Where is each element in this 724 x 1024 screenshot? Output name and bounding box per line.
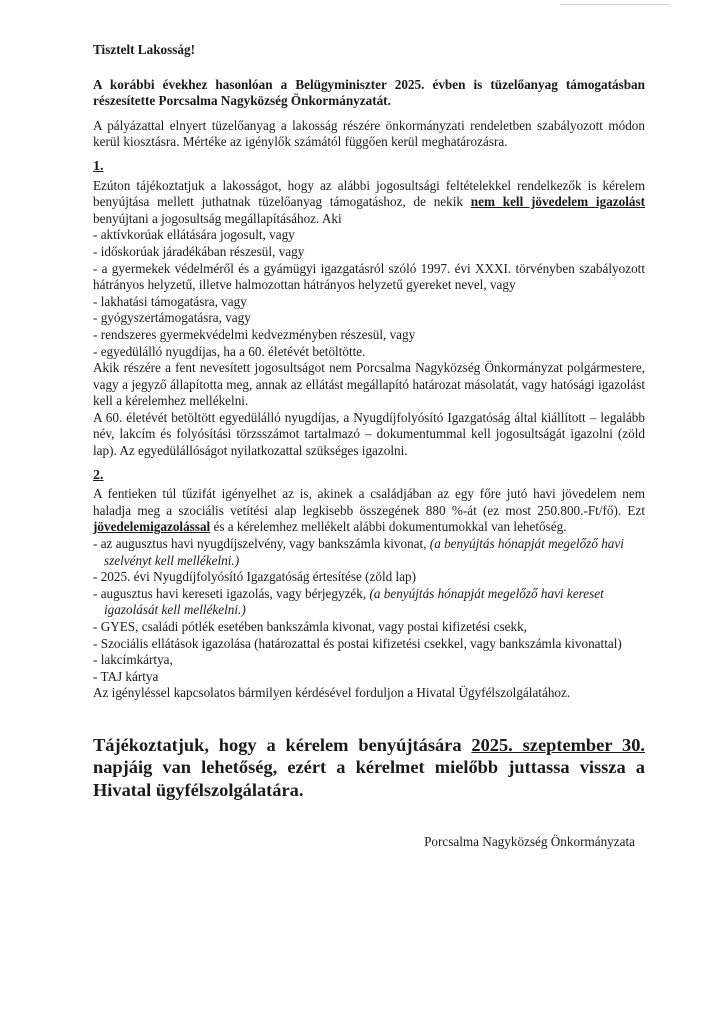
documents-list	[93, 536, 645, 685]
list-item	[93, 569, 645, 586]
list-item-text: - lakcímkártya,	[93, 652, 173, 668]
list-item: - aktívkorúak ellátására jogosult, vagy	[93, 227, 295, 243]
deadline-notice	[93, 734, 645, 802]
list-item-note: (a benyújtás hónapját megelőző havi kereset igazolását kell mellékelni.)	[104, 585, 604, 618]
greeting: Tisztelt Lakosság!	[93, 42, 195, 57]
list-item-text: - GYES, családi pótlék esetében bankszámla kivonat, vagy postai kifizetési csekk,	[93, 619, 527, 634]
deadline-date: 2025. szeptember 30.	[471, 734, 645, 755]
section-1-paragraph: Akik részére a fent nevesített jogosultságot nem Porcsalma Nagyközség Önkormányzat polgármestere, vagy a jegyző állapította meg, annak az ellátást megállapító határozat másolatát, vagy hatósági igazolást kell a kérelemhez mellékelni.	[93, 360, 645, 409]
deadline-notice-text: Tájékoztatjuk, hogy a kérelem benyújtására	[93, 734, 472, 755]
section-1-intro-text: Ezúton tájékoztatjuk a lakosságot, hogy az alábbi jogosultsági feltételekkel rendelkezők is kérelem benyújtása mellett juthatnak tüzelőanyag támogatáshoz, de nekik	[93, 177, 645, 210]
section-number: 1.	[93, 158, 104, 174]
list-item-text: - Szociális ellátások igazolása (határozattal és postai kifizetési csekkel, vagy bankszámla kivonattal)	[93, 635, 622, 651]
deadline-notice-text-end: napjáig van lehetőség, ezért a kérelmet mielőbb juttassa vissza a Hivatal ügyfélszolgálatára.	[93, 757, 645, 800]
list-item-text: - TAJ kártya	[93, 668, 159, 684]
list-item-text: - augusztus havi kereseti igazolás, vagy bérjegyzék,	[93, 585, 370, 601]
section-1	[93, 159, 645, 460]
section-2-intro	[93, 486, 645, 536]
section-2-intro-text-end: és a kérelemhez mellékelt alábbi dokumentumokkal van lehetőség.	[210, 519, 567, 535]
lead-paragraph: A korábbi évekhez hasonlóan a Belügyminiszter 2025. évben is tüzelőanyag támogatásban részesítette Porcsalma Nagyközség Önkormányzatát.	[93, 76, 645, 109]
list-item	[93, 536, 645, 569]
letter-page	[93, 42, 645, 851]
section-1-intro-text-end: benyújtani a jogosultság megállapításához. Aki	[93, 210, 342, 226]
list-item-text: - 2025. évi Nyugdíjfolyósító Igazgatóság értesítése (zöld lap)	[93, 569, 417, 585]
signature: Porcsalma Nagyközség Önkormányzata	[424, 834, 635, 850]
section-1-emphasis: nem kell jövedelem igazolást	[470, 194, 645, 210]
list-item-text: - az augusztus havi nyugdíjszelvény, vagy bankszámla kivonat,	[93, 536, 430, 552]
list-item	[93, 652, 645, 669]
scan-artifact-line	[560, 4, 670, 5]
intro-paragraph: A pályázattal elnyert tüzelőanyag a lakosság részére önkormányzati rendeletben szabályozott módon kerül kiosztásra. Mértéke az igénylők számától függően kerül meghatározásra.	[93, 117, 645, 150]
list-item: - időskorúak járadékában részesül, vagy	[93, 243, 305, 259]
section-1-paragraph: A 60. életévét betöltött egyedülálló nyugdíjas, a Nyugdíjfolyósító Igazgatóság által kiállított – legalább név, lakcím és folyósítási törzsszámot tartalmazó – dokumentummal kell jogosultságát igazolni (zöld lap). Az egyedülállóságot nyilatkozattal szükséges igazolni.	[93, 409, 645, 459]
list-item-note: (a benyújtás hónapját megelőző havi szelvényt kell mellékelni.)	[104, 536, 624, 568]
section-2-closing: Az igényléssel kapcsolatos bármilyen kérdésével forduljon a Hivatal Ügyfélszolgálatához.	[93, 685, 571, 701]
list-item	[93, 586, 645, 619]
list-item: - a gyermekek védelméről és a gyámügyi igazgatásról szóló 1997. évi XXXI. törvényben szabályozott hátrányos helyzetű, illetve halmozottan hátrányos helyzetű gyereket nevel, vagy	[93, 260, 645, 293]
section-2	[93, 468, 645, 702]
list-item: - gyógyszertámogatásra, vagy	[93, 310, 251, 326]
list-item: - egyedülálló nyugdíjas, ha a 60. életévét betöltötte.	[93, 343, 366, 359]
section-2-intro-text: A fentieken túl tűzifát igényelhet az is, akinek a családjában az egy főre jutó havi jövedelem nem haladja meg a szociális vetítési alap legkisebb összegének 880 %-át (ez most 250.800.-Ft/fő). Ezt	[93, 486, 645, 518]
section-2-emphasis: jövedelemigazolással	[93, 519, 211, 535]
eligibility-list	[93, 227, 645, 360]
list-item	[93, 669, 645, 686]
list-item: - lakhatási támogatásra, vagy	[93, 293, 247, 309]
section-1-intro	[93, 178, 645, 228]
list-item: - rendszeres gyermekvédelmi kedvezményben részesül, vagy	[93, 326, 416, 342]
section-number: 2.	[93, 467, 104, 483]
list-item	[93, 619, 645, 636]
list-item	[93, 636, 645, 653]
